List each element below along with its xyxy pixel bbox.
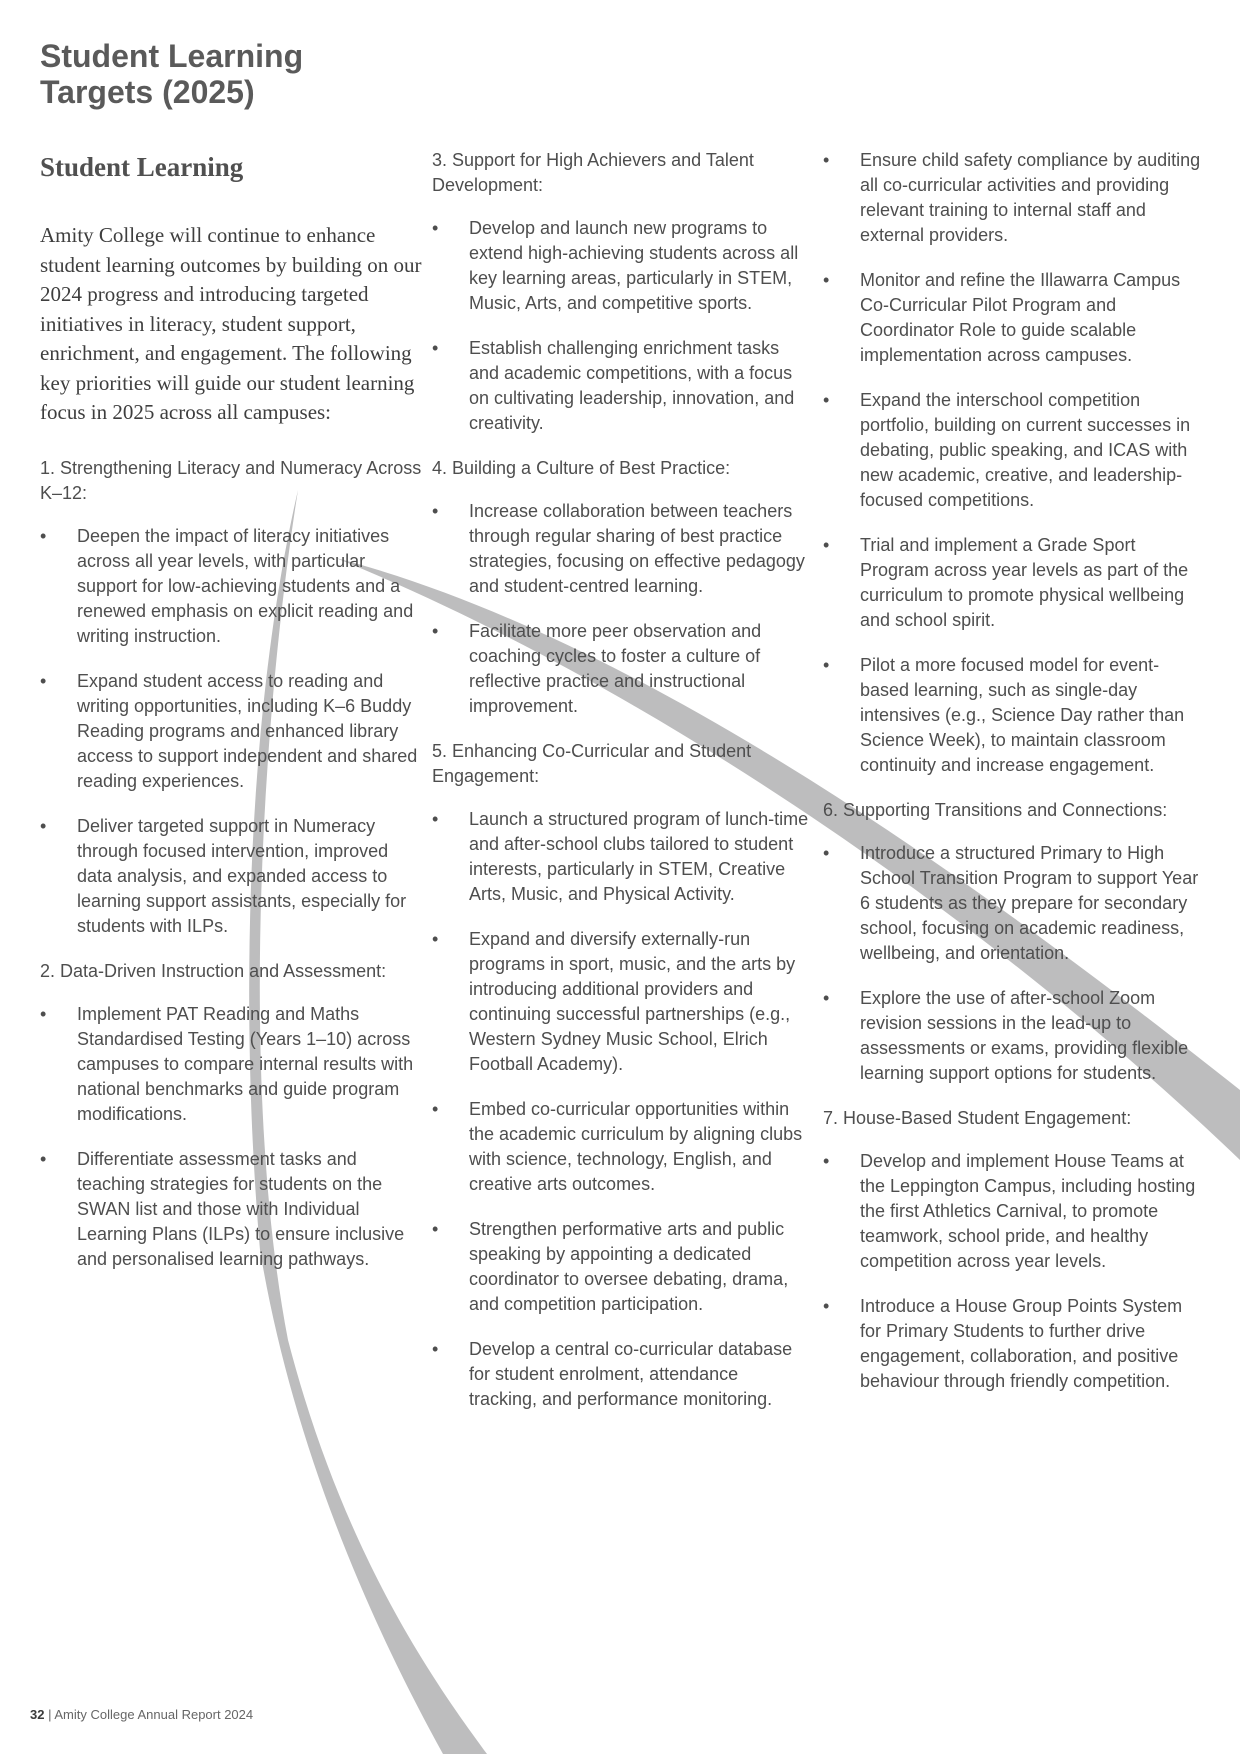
priority-heading: 7. House-Based Student Engagement: <box>823 1108 1132 1128</box>
list-item <box>432 499 810 599</box>
bullet-icon: • <box>823 535 830 555</box>
footer-separator: | <box>48 1707 52 1722</box>
list-item-text: Facilitate more peer observation and coaching cycles to foster a culture of reflective practice and instructional improvement. <box>469 621 762 716</box>
list-item-text: Develop a central co-curricular database for student enrolment, attendance tracking, and performance monitoring. <box>469 1339 793 1409</box>
bullet-icon: • <box>40 1003 47 1024</box>
list-item <box>40 1147 422 1272</box>
list-item <box>823 533 1203 633</box>
bullet-icon: • <box>432 621 439 641</box>
priority-heading: 5. Enhancing Co-Curricular and Student Engagement: <box>432 741 752 786</box>
bullet-icon: • <box>432 218 439 238</box>
bullet-icon: • <box>823 390 830 410</box>
priority-heading: 4. Building a Culture of Best Practice: <box>432 458 731 478</box>
list-item <box>823 148 1203 248</box>
list-item-text: Introduce a House Group Points System for Primary Students to further drive engagement, collaboration, and positive behaviour through friendly competition. <box>860 1296 1183 1391</box>
list-item-text: Monitor and refine the Illawarra Campus Co-Curricular Pilot Program and Coordinator Role to guide scalable implementation across campuses. <box>860 270 1181 365</box>
bullet-icon: • <box>432 929 439 949</box>
list-item-text: Launch a structured program of lunch-time and after-school clubs tailored to student interests, particularly in STEM, Creative Arts, Music, and Physical Activity. <box>469 809 809 904</box>
bullet-icon: • <box>432 501 439 521</box>
list-item <box>823 653 1203 778</box>
list-item-text: Trial and implement a Grade Sport Program across year levels as part of the curriculum to promote physical wellbeing and school spirit. <box>860 535 1189 630</box>
bullet-icon: • <box>823 1151 830 1171</box>
priority-list <box>823 148 1203 1394</box>
list-item <box>823 1149 1203 1274</box>
bullet-icon: • <box>40 525 47 546</box>
list-item-text: Ensure child safety compliance by auditing all co-curricular activities and providing relevant training to internal staff and external providers. <box>860 150 1201 245</box>
intro-paragraph: Amity College will continue to enhance student learning outcomes by building on our 2024 progress and introducing targeted initiatives in literacy, student support, enrichment, and engagement. The following key priorities will guide our student learning focus in 2025 across all campuses: <box>40 223 422 424</box>
list-item-text: Establish challenging enrichment tasks and academic competitions, with a focus on cultivating leadership, innovation, and creativity. <box>469 338 795 433</box>
list-item <box>823 986 1203 1086</box>
bullet-list <box>40 524 422 939</box>
list-item <box>823 388 1203 513</box>
bullet-icon: • <box>432 1099 439 1119</box>
section-heading: Student Learning <box>40 152 244 182</box>
bullet-icon: • <box>432 809 439 829</box>
bullet-list <box>823 841 1203 1086</box>
priority-list <box>40 456 422 1272</box>
priority-heading: 1. Strengthening Literacy and Numeracy Across K–12: <box>40 457 422 503</box>
list-item-text: Increase collaboration between teachers through regular sharing of best practice strategies, focusing on effective pedagogy and student-centred learning. <box>469 501 805 596</box>
list-item <box>40 1002 422 1127</box>
bullet-icon: • <box>40 815 47 836</box>
column-3 <box>823 148 1203 1414</box>
list-item-text: Differentiate assessment tasks and teaching strategies for students on the SWAN list and those with Individual Learning Plans (ILPs) to ensure inclusive and personalised learning pathways. <box>77 1148 405 1269</box>
list-item <box>432 1217 810 1317</box>
list-item <box>40 669 422 794</box>
bullet-icon: • <box>823 270 830 290</box>
priority-list <box>432 148 810 1412</box>
bullet-icon: • <box>823 843 830 863</box>
list-item-text: Develop and implement House Teams at the Leppington Campus, including hosting the first Athletics Carnival, to promote teamwork, school pride, and healthy competition across year levels. <box>860 1151 1196 1271</box>
footer-text: Amity College Annual Report 2024 <box>54 1707 254 1722</box>
list-item <box>432 1097 810 1197</box>
list-item <box>40 814 422 939</box>
bullet-icon: • <box>823 1296 830 1316</box>
bullet-icon: • <box>40 1148 47 1169</box>
list-item-text: Explore the use of after-school Zoom revision sessions in the lead-up to assessments or exams, providing flexible learning support options for students. <box>860 988 1189 1083</box>
list-item-text: Expand student access to reading and writing opportunities, including K–6 Buddy Reading programs and enhanced library access to support independent and shared reading experiences. <box>77 670 418 791</box>
page-footer <box>30 1707 253 1722</box>
bullet-icon: • <box>823 655 830 675</box>
bullet-icon: • <box>432 1339 439 1359</box>
page-number: 32 <box>30 1707 45 1722</box>
list-item <box>432 336 810 436</box>
bullet-icon: • <box>823 150 830 170</box>
priority-heading: 6. Supporting Transitions and Connections: <box>823 800 1168 820</box>
bullet-icon: • <box>432 338 439 358</box>
priority-heading: 3. Support for High Achievers and Talent Development: <box>432 150 754 195</box>
list-item-text: Develop and launch new programs to extend high-achieving students across all key learning areas, particularly in STEM, Music, Arts, and competitive sports. <box>469 218 799 313</box>
list-item <box>432 619 810 719</box>
bullet-icon: • <box>432 1219 439 1239</box>
bullet-list <box>40 1002 422 1272</box>
bullet-list <box>432 216 810 436</box>
list-item <box>432 1337 810 1412</box>
list-item-text: Expand and diversify externally-run programs in sport, music, and the arts by introducing additional providers and continuing successful partnerships (e.g., Western Sydney Music School, Elrich Football Academy). <box>469 929 796 1074</box>
list-item <box>823 1294 1203 1394</box>
list-item-text: Deliver targeted support in Numeracy through focused intervention, improved data analysis, and expanded access to learning support assistants, especially for students with ILPs. <box>77 815 407 936</box>
list-item <box>432 807 810 907</box>
list-item-text: Expand the interschool competition portfolio, building on current successes in debating, public speaking, and ICAS with new academic, creative, and leadership-focused competitions. <box>860 390 1191 510</box>
list-item <box>823 268 1203 368</box>
bullet-list <box>823 1149 1203 1394</box>
bullet-list <box>432 499 810 719</box>
bullet-list <box>432 807 810 1412</box>
list-item-text: Introduce a structured Primary to High School Transition Program to support Year 6 students as they prepare for secondary school, focusing on academic readiness, wellbeing, and orientation. <box>860 843 1199 963</box>
list-item <box>40 524 422 649</box>
list-item-text: Pilot a more focused model for event-based learning, such as single-day intensives (e.g., Science Day rather than Science Week), to maintain classroom continuity and increase engagement. <box>860 655 1185 775</box>
bullet-icon: • <box>40 670 47 691</box>
column-1 <box>40 148 422 1292</box>
bullet-icon: • <box>823 988 830 1008</box>
list-item <box>432 216 810 316</box>
list-item-text: Deepen the impact of literacy initiatives across all year levels, with particular support for low-achieving students and a renewed emphasis on explicit reading and writing instruction. <box>77 525 414 646</box>
bullet-list <box>823 148 1203 778</box>
list-item-text: Strengthen performative arts and public speaking by appointing a dedicated coordinator to oversee debating, drama, and competition participation. <box>469 1219 789 1314</box>
list-item-text: Implement PAT Reading and Maths Standardised Testing (Years 1–10) across campuses to compare internal results with national benchmarks and guide program modifications. <box>77 1003 414 1124</box>
column-2 <box>432 148 810 1432</box>
list-item <box>823 841 1203 966</box>
list-item-text: Embed co-curricular opportunities within the academic curriculum by aligning clubs with science, technology, English, and creative arts outcomes. <box>469 1099 803 1194</box>
list-item <box>432 927 810 1077</box>
page-title: Student Learning Targets (2025) <box>40 38 304 110</box>
priority-heading: 2. Data-Driven Instruction and Assessment: <box>40 960 387 981</box>
